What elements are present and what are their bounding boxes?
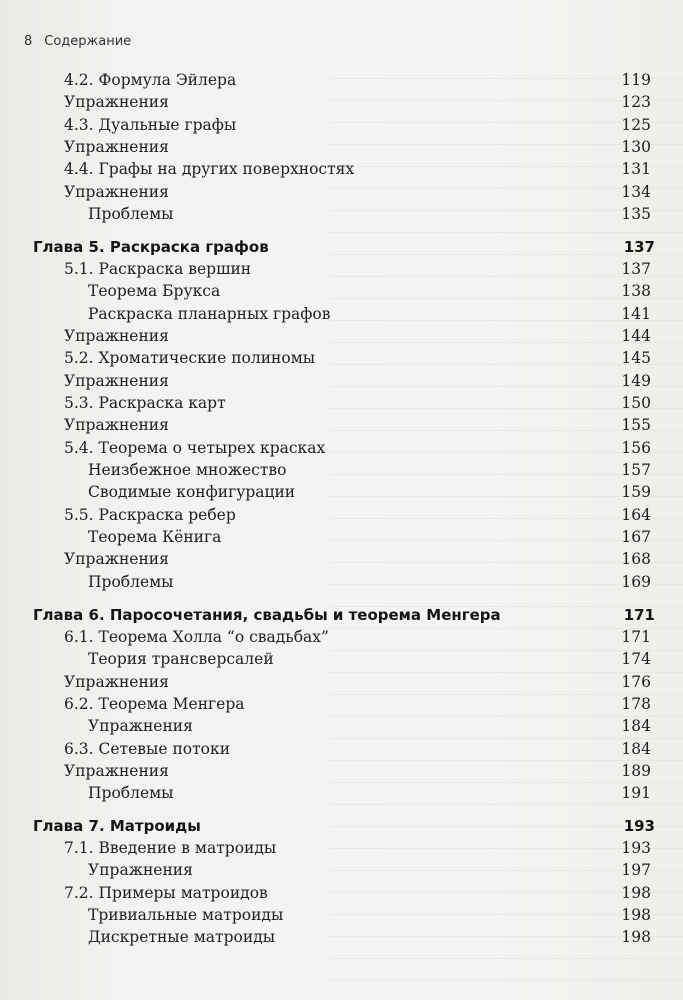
toc-page-number: 191 — [621, 784, 651, 802]
toc-page-number: 156 — [621, 439, 651, 457]
toc-title: 6.2. Теорема Менгера — [64, 695, 245, 713]
toc-page-number: 176 — [621, 673, 651, 691]
toc-entry — [64, 839, 651, 861]
toc-title: Проблемы — [88, 573, 174, 591]
toc-title: 5.3. Раскраска карт — [64, 394, 226, 412]
toc-page-number: 141 — [621, 305, 651, 323]
page-number: 8 — [24, 34, 33, 49]
toc-entry — [88, 650, 651, 672]
toc-title: 4.3. Дуальные графы — [64, 116, 237, 134]
toc-entry — [64, 160, 651, 182]
toc-entry — [64, 71, 651, 93]
toc-title: Сводимые конфигурации — [88, 483, 296, 501]
toc-entry — [64, 550, 651, 572]
toc-chapter — [33, 606, 655, 628]
toc-title: Упражнения — [64, 372, 169, 390]
toc-title: Упражнения — [64, 550, 169, 568]
toc-entry — [64, 349, 651, 371]
toc-page-number: 137 — [623, 238, 655, 256]
toc-entry — [88, 717, 651, 739]
toc-entry — [88, 928, 651, 950]
toc-entry — [88, 906, 651, 928]
toc-page-number: 134 — [621, 183, 651, 201]
toc-entry — [88, 282, 651, 304]
toc-page-number: 125 — [621, 116, 651, 134]
toc-title: Упражнения — [64, 416, 169, 434]
toc-entry — [64, 260, 651, 282]
toc-title: Упражнения — [64, 673, 169, 691]
toc-page-number: 149 — [621, 372, 651, 390]
toc-page-number: 168 — [621, 550, 651, 568]
toc-title: 4.4. Графы на других поверхностях — [64, 160, 355, 178]
toc-title: Тривиальные матроиды — [88, 906, 284, 924]
toc-title: Упражнения — [64, 93, 169, 111]
toc-page-number: 135 — [621, 205, 651, 223]
toc-page-number: 171 — [623, 606, 655, 624]
toc-title: Проблемы — [88, 205, 174, 223]
toc-page-number: 198 — [621, 906, 651, 924]
toc-title: 6.3. Сетевые потоки — [64, 740, 231, 758]
toc-entry — [64, 884, 651, 906]
toc-entry — [88, 483, 651, 505]
toc-page-number: 184 — [621, 717, 651, 735]
toc-entry — [64, 394, 651, 416]
toc-chapter — [33, 817, 655, 839]
toc-page-number: 123 — [621, 93, 651, 111]
toc-chapter — [33, 238, 655, 260]
toc-page-number: 167 — [621, 528, 651, 546]
toc-page-number: 197 — [621, 861, 651, 879]
toc-page-number: 131 — [621, 160, 651, 178]
toc-entry — [64, 93, 651, 115]
toc-title: Упражнения — [64, 183, 169, 201]
toc-entry — [64, 183, 651, 205]
toc-title: Упражнения — [64, 138, 169, 156]
toc-page-number: 193 — [623, 817, 655, 835]
toc-title: Глава 6. Паросочетания, свадьбы и теорема Менгера — [33, 606, 501, 624]
toc-entry — [64, 327, 651, 349]
toc-entry — [64, 138, 651, 160]
toc-title: Упражнения — [64, 762, 169, 780]
toc-page-number: 137 — [621, 260, 651, 278]
toc-title: 4.2. Формула Эйлера — [64, 71, 237, 89]
toc-title: Неизбежное множество — [88, 461, 287, 479]
toc-page-number: 150 — [621, 394, 651, 412]
toc-page-number: 159 — [621, 483, 651, 501]
toc-page-number: 145 — [621, 349, 651, 367]
toc-title: Теорема Кёнига — [88, 528, 222, 546]
toc-title: Упражнения — [88, 717, 193, 735]
toc-page-number: 198 — [621, 884, 651, 902]
toc-page-number: 164 — [621, 506, 651, 524]
toc-entry — [64, 740, 651, 762]
toc-title: 5.5. Раскраска ребер — [64, 506, 236, 524]
toc-title: 7.1. Введение в матроиды — [64, 839, 277, 857]
toc-title: 5.4. Теорема о четырех красках — [64, 439, 326, 457]
toc-page-number: 193 — [621, 839, 651, 857]
toc-entry — [64, 762, 651, 784]
toc-page-number: 198 — [621, 928, 651, 946]
toc-entry — [88, 461, 651, 483]
toc-title: 5.1. Раскраска вершин — [64, 260, 252, 278]
toc-page-number: 178 — [621, 695, 651, 713]
toc-title: 6.1. Теорема Холла “о свадьбах” — [64, 628, 329, 646]
toc-entry — [64, 439, 651, 461]
toc-entry — [88, 784, 651, 806]
toc-page-number: 184 — [621, 740, 651, 758]
toc-title: Теория трансверсалей — [88, 650, 274, 668]
toc-page-number: 144 — [621, 327, 651, 345]
toc-entry — [88, 205, 651, 227]
toc-page-number: 157 — [621, 461, 651, 479]
toc-title: Глава 5. Раскраска графов — [33, 238, 269, 256]
toc-page-number: 169 — [621, 573, 651, 591]
toc-entry — [88, 528, 651, 550]
running-title: Содержание — [44, 34, 132, 49]
toc-page-number: 171 — [621, 628, 651, 646]
toc-page-number: 189 — [621, 762, 651, 780]
toc-title: Глава 7. Матроиды — [33, 817, 201, 835]
toc-title: 7.2. Примеры матроидов — [64, 884, 268, 902]
toc-title: Упражнения — [88, 861, 193, 879]
toc-entry — [64, 673, 651, 695]
toc-page-number: 138 — [621, 282, 651, 300]
toc-title: 5.2. Хроматические полиномы — [64, 349, 316, 367]
toc-title: Раскраска планарных графов — [88, 305, 331, 323]
toc-entry — [64, 416, 651, 438]
toc-title: Теорема Брукса — [88, 282, 221, 300]
toc-entry — [64, 695, 651, 717]
toc-page-number: 174 — [621, 650, 651, 668]
toc-entry — [88, 861, 651, 883]
toc-title: Упражнения — [64, 327, 169, 345]
toc-entry — [64, 116, 651, 138]
toc-entry — [88, 573, 651, 595]
toc-entry — [64, 506, 651, 528]
toc-page-number: 119 — [621, 71, 651, 89]
toc-entry — [88, 305, 651, 327]
toc-page-number: 130 — [621, 138, 651, 156]
toc-entry — [64, 372, 651, 394]
toc-page-number: 155 — [621, 416, 651, 434]
toc-entry — [64, 628, 651, 650]
toc-title: Проблемы — [88, 784, 174, 802]
toc-title: Дискретные матроиды — [88, 928, 276, 946]
